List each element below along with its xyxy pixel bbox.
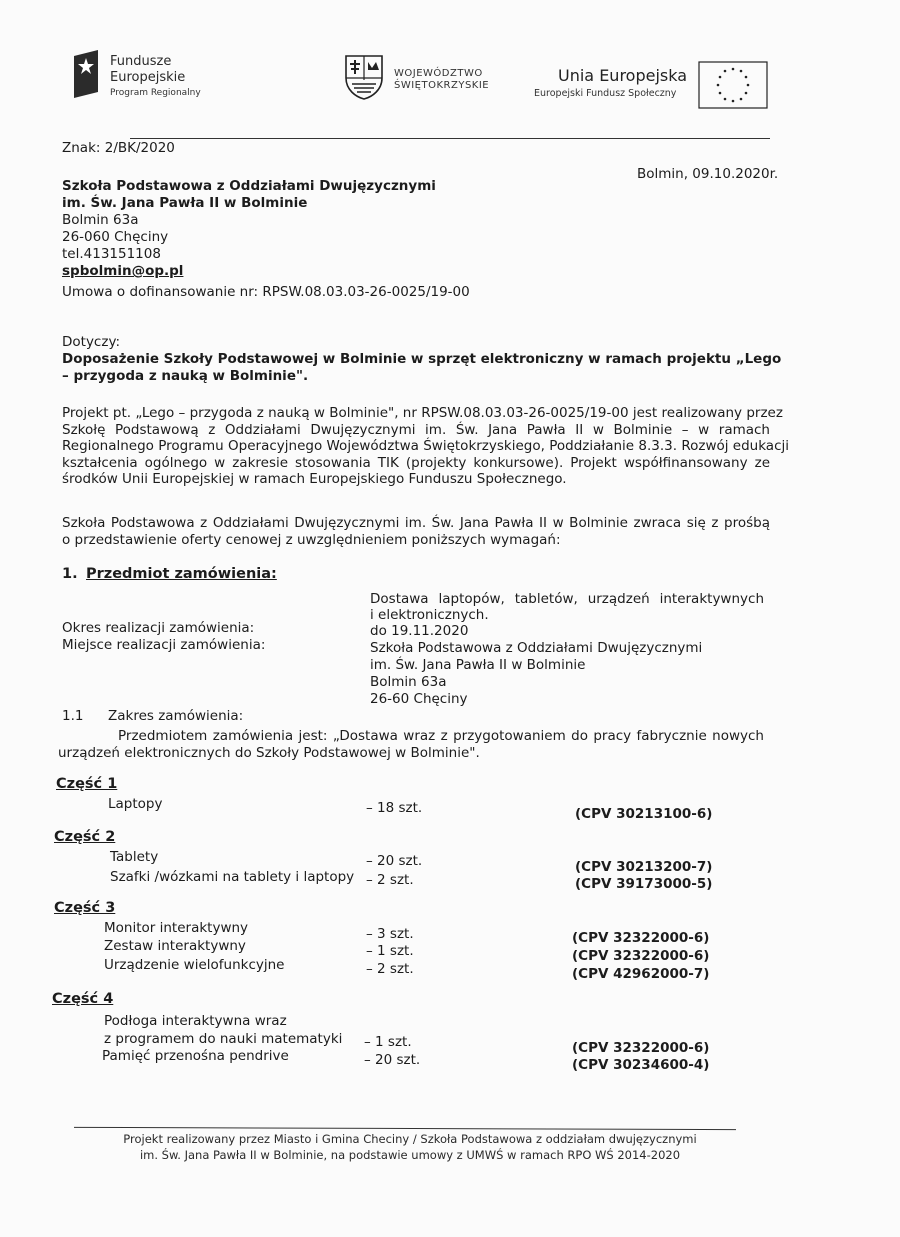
scope-line-2: urządzeń elektronicznych do Szkoły Podstawowej w Bolminie". [58, 745, 480, 761]
footer-line-1: Projekt realizowany przez Miasto i Gmina Checiny / Szkoła Podstawowa z oddziałam dwujęzycznymi [123, 1132, 697, 1146]
part-3-item-1-name: Monitor interaktywny [104, 920, 249, 936]
part-2-item-2-qty: – 2 szt. [366, 872, 414, 888]
fundusze-europejskie-logo [70, 48, 220, 104]
sender-email: spbolmin@op.pl [62, 263, 184, 279]
intro-line: Regionalnego Programu Operacyjnego Województwa Świętokrzyskiego, Poddziałanie 8.3.3. Rozwój edukacji [62, 438, 789, 455]
intro-paragraph [62, 405, 789, 488]
order-subject-line-1: Dostawa laptopów, tabletów, urządzeń interaktywnych [370, 591, 764, 607]
fe-line1: Fundusze [110, 54, 172, 69]
part-2-item-1-cpv: (CPV 30213200-7) [575, 859, 713, 875]
ue-subtitle: Europejski Fundusz Społeczny [534, 88, 677, 99]
place-line-1: Szkoła Podstawowa z Oddziałami Dwujęzycznymi [370, 640, 703, 656]
intro-line: kształcenia ogólnego w zakresie stosowania TIK (projekty konkursowe). Projekt współfinansowany ze [62, 454, 770, 471]
ws-line2: ŚWIĘTOKRZYSKIE [394, 80, 490, 91]
part-3-item-3-cpv: (CPV 42962000-7) [572, 966, 710, 982]
eu-flag-icon [698, 61, 768, 109]
footer-text [110, 1131, 710, 1163]
part-3-item-3-name: Urządzenie wielofunkcyjne [104, 957, 285, 973]
part-4-title: Część 4 [52, 991, 114, 1007]
order-subject-line-2: i elektronicznych. [370, 607, 489, 623]
subject-label: Dotyczy: [62, 334, 121, 350]
request-paragraph [62, 515, 770, 548]
part-3-title: Część 3 [54, 900, 116, 916]
sender-phone: tel.413151108 [62, 246, 161, 262]
part-2-title: Część 2 [54, 829, 116, 845]
section-1-number: 1. [62, 566, 78, 582]
place-line-2: im. Św. Jana Pawła II w Bolminie [370, 657, 586, 673]
place-date: Bolmin, 09.10.2020r. [637, 166, 779, 182]
coat-of-arms-icon [344, 54, 384, 100]
part-3-item-2-name: Zestaw interaktywny [104, 938, 246, 954]
contract-number: Umowa o dofinansowanie nr: RPSW.08.03.03-26-0025/19-00 [62, 284, 470, 300]
fe-star-icon [70, 48, 102, 100]
ue-title: Unia Europejska [558, 66, 688, 85]
part-3-item-3-qty: – 2 szt. [366, 961, 414, 977]
header-divider [130, 138, 770, 139]
part-1-item-1-qty: – 18 szt. [366, 800, 423, 816]
part-2-item-1-qty: – 20 szt. [366, 853, 423, 869]
part-1-item-1-name: Laptopy [108, 796, 163, 812]
sender-address-1: Bolmin 63a [62, 212, 139, 228]
period-value: do 19.11.2020 [370, 623, 469, 639]
sender-name-2: im. Św. Jana Pawła II w Bolminie [62, 195, 308, 211]
ws-line1: WOJEWÓDZTWO [394, 68, 483, 79]
part-3-item-2-cpv: (CPV 32322000-6) [572, 948, 710, 964]
fe-line3: Program Regionalny [110, 88, 201, 98]
subject-line-1: Doposażenie Szkoły Podstawowej w Bolminie w sprzęt elektroniczny w ramach projektu „Lego [62, 351, 782, 367]
part-3-item-2-qty: – 1 szt. [366, 943, 414, 959]
part-4-item-2-qty: – 20 szt. [364, 1052, 421, 1068]
part-3-item-1-qty: – 3 szt. [366, 926, 414, 942]
sender-name-1: Szkoła Podstawowa z Oddziałami Dwujęzycznymi [62, 178, 436, 194]
place-line-4: 26-60 Chęciny [370, 691, 468, 707]
scope-number: 1.1 [62, 708, 84, 724]
wojewodztwo-logo [344, 54, 494, 102]
scope-label: Zakres zamówienia: [108, 708, 244, 724]
fe-line2: Europejskie [110, 70, 186, 85]
footer-line-2: im. Św. Jana Pawła II w Bolminie, na podstawie umowy z UMWŚ w ramach RPO WŚ 2014-2020 [139, 1148, 681, 1162]
reference-number: Znak: 2/BK/2020 [62, 140, 175, 156]
place-label: Miejsce realizacji zamówienia: [62, 637, 266, 653]
intro-line: środków Unii Europejskiej w ramach Europejskiego Funduszu Społecznego. [62, 471, 567, 488]
part-4-item-1-cpv: (CPV 32322000-6) [572, 1040, 710, 1056]
footer-divider [74, 1127, 736, 1130]
place-line-3: Bolmin 63a [370, 674, 447, 690]
part-4-item-1-name-1: Podłoga interaktywna wraz [104, 1013, 287, 1029]
part-4-item-1-qty: – 1 szt. [364, 1034, 412, 1050]
part-2-item-1-name: Tablety [110, 849, 159, 865]
part-3-item-1-cpv: (CPV 32322000-6) [572, 930, 710, 946]
intro-line: Projekt pt. „Lego – przygoda z nauką w Bolminie", nr RPSW.08.03.03-26-0025/19-00 jest realizowany przez [62, 405, 783, 421]
request-line: Szkoła Podstawowa z Oddziałami Dwujęzycznymi im. Św. Jana Pawła II w Bolminie zwraca się z prośbą [62, 515, 770, 531]
intro-line: Szkołę Podstawową z Oddziałami Dwujęzycznymi im. Św. Jana Pawła II w Bolminie – w ramach [62, 421, 770, 438]
part-4-item-2-cpv: (CPV 30234600-4) [572, 1057, 710, 1073]
section-1-title: Przedmiot zamówienia: [86, 566, 277, 582]
period-label: Okres realizacji zamówienia: [62, 620, 255, 636]
request-line: o przedstawienie oferty cenowej z uwzględnieniem poniższych wymagań: [62, 531, 561, 548]
part-4-item-1-name-2: z programem do nauki matematyki [104, 1031, 343, 1047]
part-2-item-2-name: Szafki /wózkami na tablety i laptopy [110, 869, 355, 885]
scope-line-1: Przedmiotem zamówienia jest: „Dostawa wraz z przygotowaniem do pracy fabrycznie nowych [118, 728, 764, 744]
unia-europejska-logo [530, 58, 780, 112]
subject-line-2: – przygoda z nauką w Bolminie". [62, 368, 309, 384]
sender-address-2: 26-060 Chęciny [62, 229, 169, 245]
part-1-item-1-cpv: (CPV 30213100-6) [575, 806, 713, 822]
part-2-item-2-cpv: (CPV 39173000-5) [575, 876, 713, 892]
part-1-title: Część 1 [56, 776, 118, 792]
part-4-item-2-name: Pamięć przenośna pendrive [102, 1048, 289, 1064]
